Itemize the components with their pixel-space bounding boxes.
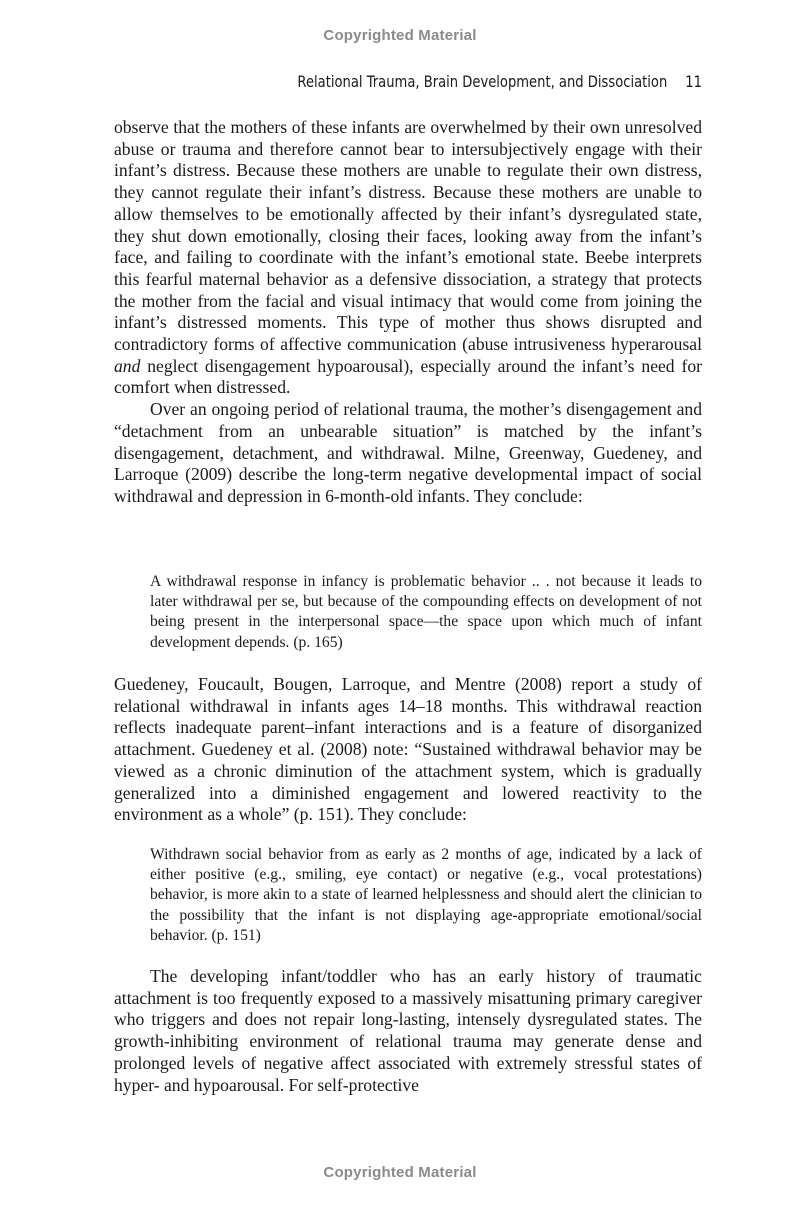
- paragraph-3: Guedeney, Foucault, Bougen, Larroque, and Mentre (2008) report a study of relational withdrawal in infants ages 14–18 months. This withdrawal reaction reflects inadequate parent–infant interactions and is a feature of disorganized attachment. Guedeney et al. (2008) note: “Sustained withdrawal behavior may be viewed as a chronic diminution of the attachment system, which is gradually generalized into a diminished engagement and lowered reactivity to the environment as a whole” (p. 151). They conclude:: [114, 674, 702, 825]
- running-head: [220, 72, 702, 91]
- page-number: 11: [685, 72, 702, 91]
- paragraph-2: Over an ongoing period of relational trauma, the mother’s disengagement and “detachment from an unbearable situation” is matched by the infant’s disengagement, detachment, and withdrawal. Milne, Greenway, Guedeney, and Larroque (2009) describe the long-term negative developmental impact of social withdrawal and depression in 6-month-old infants. They conclude:: [114, 399, 702, 506]
- body-text-section-3: [114, 966, 702, 1096]
- paragraph-4: The developing infant/toddler who has an early history of traumatic attachment is too frequently exposed to a massively misattuning primary caregiver who triggers and does not repair long-lasting, intensely dysregulated states. The growth-inhibiting environment of relational trauma may generate dense and prolonged levels of negative affect associated with extremely stressful states of hyper- and hypoarousal. For self-protective: [114, 966, 702, 1095]
- block-quote-1-text: A withdrawal response in infancy is problematic behavior .. . not because it leads to later withdrawal per se, but because of the compounding effects on development of not being present in the interpersonal space—the space upon which much of infant development depends. (p. 165): [150, 573, 702, 651]
- copyright-watermark-bottom: Copyrighted Material: [323, 1164, 477, 1181]
- block-quote-1: [150, 572, 702, 653]
- body-text-section-2: [114, 674, 702, 826]
- paragraph-1-text-a: observe that the mothers of these infants are overwhelmed by their own unresolved abuse or trauma and therefore cannot bear to intersubjectively engage with their infant’s distress. Because these mothers are unable to regulate their own distress, they cannot regulate their infant’s distress. Because these mothers are unable to allow themselves to be emotionally affected by their infant’s dysregulated state, they shut down emotionally, closing their faces, looking away from the infant’s face, and failing to coordinate with the infant’s emotional state. Beebe interprets this fearful maternal behavior as a defensive dissociation, a strategy that protects the mother from the facial and visual intimacy that would come from joining the infant’s distressed moments. This type of mother thus shows disrupted and contradictory forms of affective communication (abuse intrusiveness hyperarousal: [114, 117, 702, 355]
- body-text-section-1: [114, 117, 702, 508]
- block-quote-2-text: Withdrawn social behavior from as early as 2 months of age, indicated by a lack of either positive (e.g., smiling, eye contact) or negative (e.g., vocal protestations) behavior, is more akin to a state of learned helplessness and should alert the clinician to the possibility that the infant is not displaying age-appropriate emotional/social behavior. (p. 151): [150, 846, 702, 944]
- block-quote-2: [150, 845, 702, 946]
- running-head-title: Relational Trauma, Brain Development, and Dissociation: [297, 72, 668, 91]
- paragraph-1-italic: and: [114, 355, 141, 376]
- paragraph-1-text-b: neglect disengagement hypoarousal), especially around the infant’s need for comfort when distressed.: [114, 355, 702, 398]
- copyright-watermark-top: Copyrighted Material: [323, 27, 477, 44]
- paragraph-continuation: [114, 117, 702, 399]
